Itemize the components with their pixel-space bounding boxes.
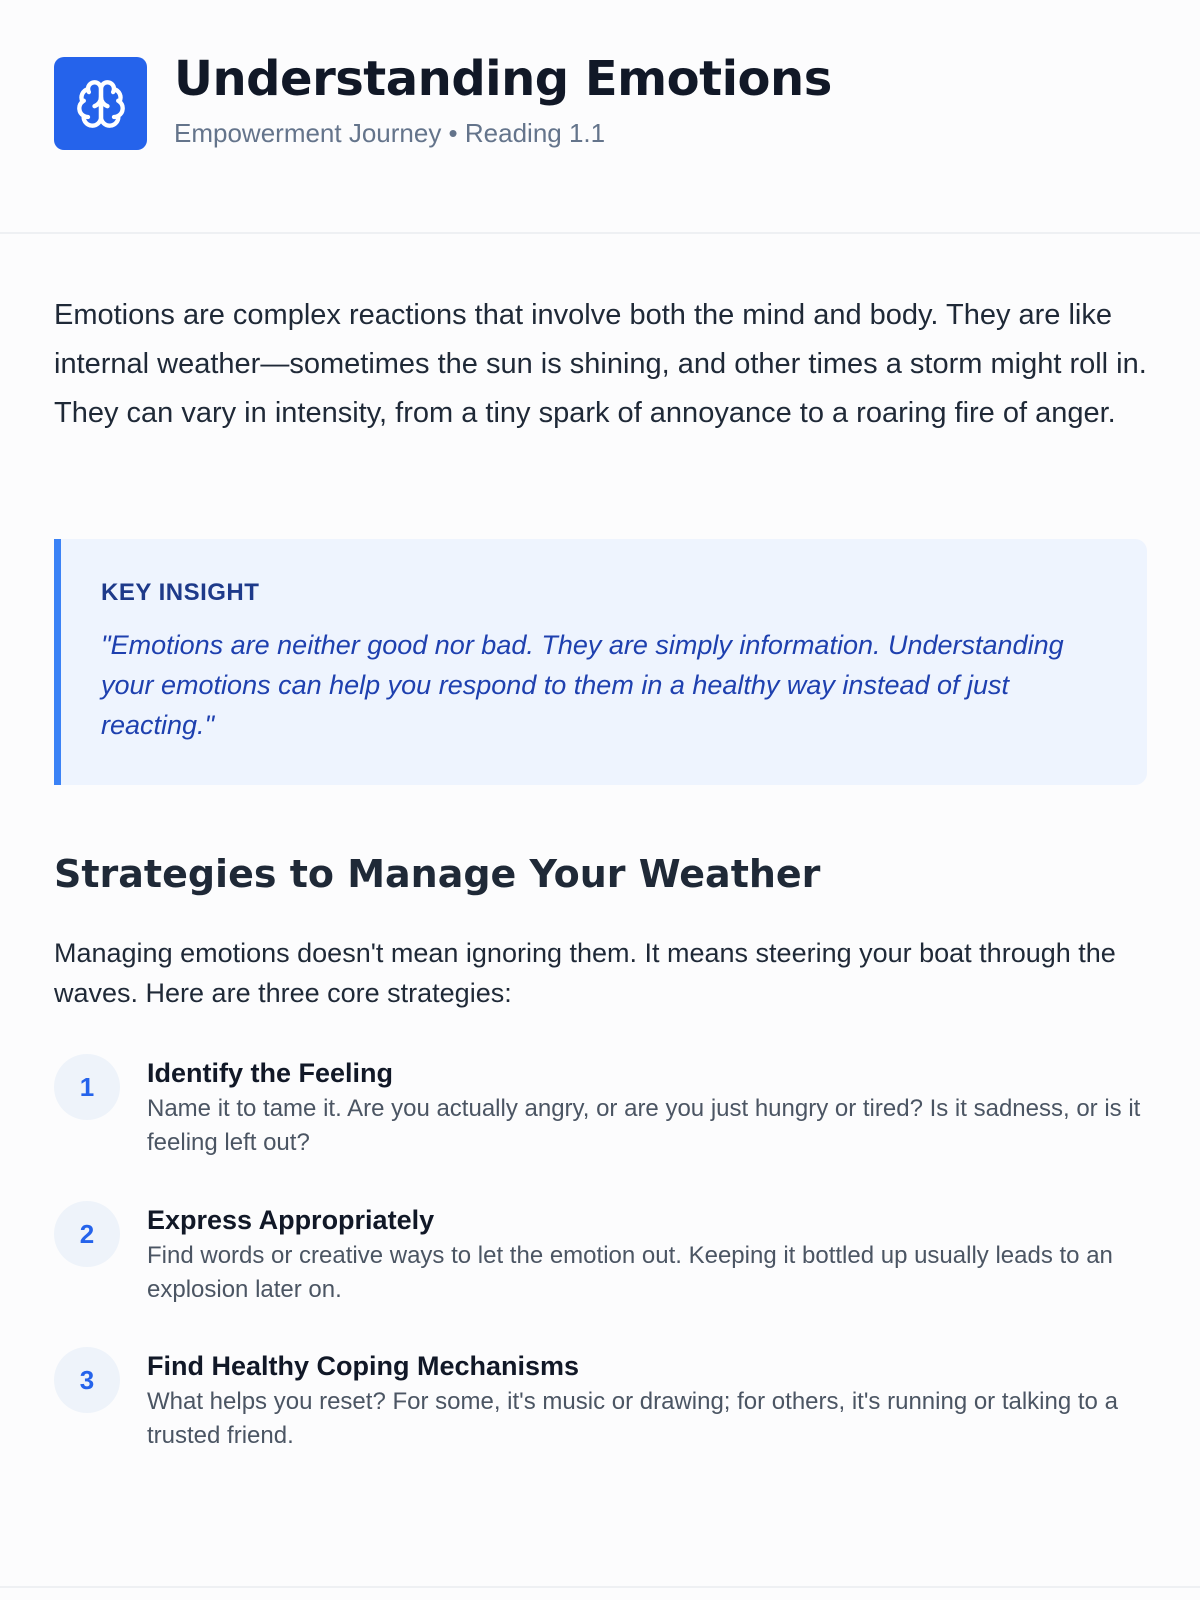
section-intro: Managing emotions doesn't mean ignoring them. It means steering your boat through the waves. Here are three core strategies:	[54, 938, 1116, 1008]
brain-icon	[75, 78, 127, 130]
intro-paragraph: Emotions are complex reactions that involve both the mind and body. They are like internal weather—sometimes the sun is shining, and other times a storm might roll in. They can vary in intensity, from a tiny spark of annoyance to a roaring fire of anger.	[54, 299, 1147, 429]
strategy-description: What helps you reset? For some, it's music or drawing; for others, it's running or talking to a trusted friend.	[147, 1388, 1118, 1449]
footer-divider	[0, 1586, 1200, 1588]
strategy-title: Identify the Feeling	[147, 1058, 394, 1088]
section-title: Strategies to Manage Your Weather	[54, 852, 821, 896]
strategy-title: Find Healthy Coping Mechanisms	[147, 1351, 580, 1381]
strategy-description: Name it to tame it. Are you actually angry, or are you just hungry or tired? Is it sadness, or is it feeling left out?	[147, 1095, 1141, 1156]
key-insight-callout	[54, 539, 1147, 785]
step-number-badge: 2	[54, 1201, 120, 1267]
logo	[54, 57, 147, 150]
page-title: Understanding Emotions	[174, 51, 832, 107]
strategy-description: Find words or creative ways to let the emotion out. Keeping it bottled up usually leads to an explosion later on.	[147, 1242, 1113, 1303]
step-number-badge: 3	[54, 1347, 120, 1413]
step-number-badge: 1	[54, 1054, 120, 1120]
strategy-title: Express Appropriately	[147, 1205, 435, 1235]
key-insight-quote: "Emotions are neither good nor bad. They are simply information. Understanding your emotions can help you respond to them in a healthy way instead of just reacting."	[101, 630, 1064, 740]
key-insight-label: KEY INSIGHT	[101, 579, 260, 606]
page-header	[0, 0, 1200, 234]
page-subtitle: Empowerment Journey • Reading 1.1	[174, 118, 606, 148]
